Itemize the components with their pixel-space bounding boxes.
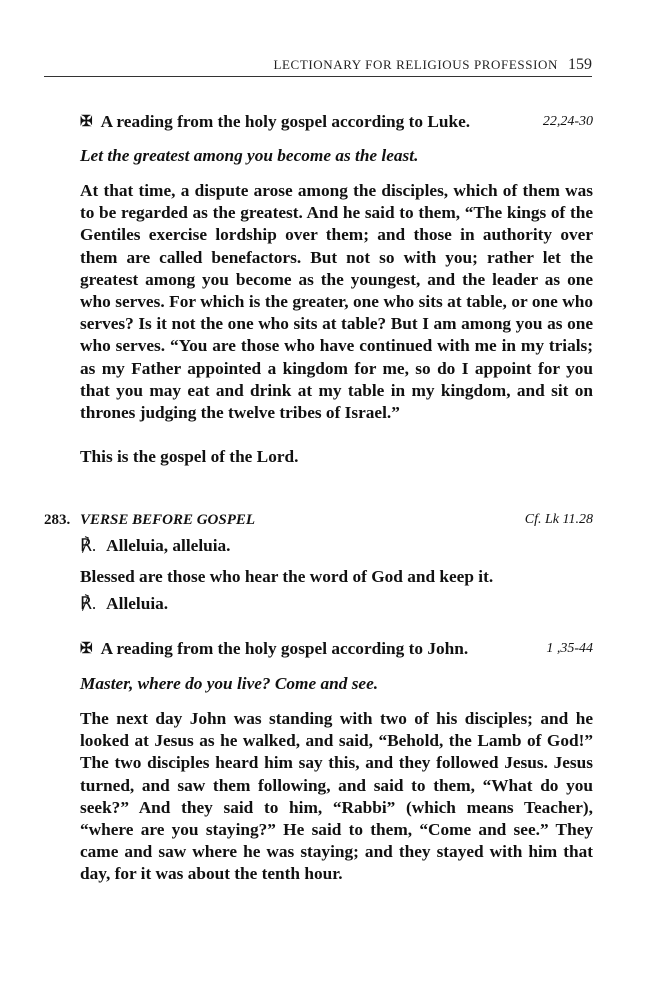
response-1-text: Alleluia, alleluia. bbox=[106, 536, 231, 555]
response-icon: ℟. bbox=[80, 594, 97, 613]
john-theme: Master, where do you live? Come and see. bbox=[80, 674, 379, 693]
luke-text: At that time, a dispute arose among the disciples, which of them was to be regarded as the greatest. And he said to them, “The kings of the Gentiles exercise lordship over them; and those in authority over them are called benefactors. But not so with you; rather let the greatest among you become as the youngest, and the leader as one who serves. For which is the greater, one who sits at table, or one who serves? Is it not the one who sits at table? But I am among you as one who serves. “You are those who have continued with me in my trials; as my Father appointed a kingdom for me, so do I appoint for you that you may eat and drink at my table in my kingdom, and sit on thrones judging the twelve tribes of Israel.” bbox=[80, 181, 593, 423]
john-heading bbox=[80, 638, 593, 660]
response-2-text: Alleluia. bbox=[106, 594, 169, 613]
luke-theme: Let the greatest among you become as the least. bbox=[80, 146, 419, 165]
running-title: LECTIONARY FOR RELIGIOUS PROFESSION bbox=[273, 57, 558, 72]
running-head bbox=[44, 56, 592, 74]
john-text: The next day John was standing with two of his disciples; and he looked at Jesus as he walked, and said, “Behold, the Lamb of God!” The two disciples heard him say this, and they followed Jesus. Jesus turned, and saw them following, and said to them, “What do you seek?” And they said to him, “Rabbi” (which means Teacher), “where are you staying?” He said to them, “Come and see.” They came and saw where he was staying; and they stayed with him that day, for it was about the tenth hour. bbox=[80, 709, 593, 884]
cross-icon: ✠ bbox=[80, 641, 93, 657]
verse-heading bbox=[80, 512, 593, 529]
section-number: 283. bbox=[44, 512, 71, 528]
verse-title: VERSE BEFORE GOSPEL bbox=[80, 512, 256, 528]
response-icon: ℟. bbox=[80, 536, 97, 555]
page-number: 159 bbox=[568, 56, 592, 73]
luke-closing: This is the gospel of the Lord. bbox=[80, 447, 299, 466]
verse-text: Blessed are those who hear the word of God and keep it. bbox=[80, 567, 494, 586]
header-rule bbox=[44, 76, 592, 77]
response-1 bbox=[80, 536, 593, 556]
luke-announcement: A reading from the holy gospel according to Luke. bbox=[100, 112, 471, 131]
luke-heading bbox=[80, 111, 593, 133]
response-2 bbox=[80, 594, 593, 614]
john-reference: 1 ,35-44 bbox=[546, 641, 593, 656]
verse-reference: Cf. Lk 11.28 bbox=[524, 512, 593, 527]
cross-icon: ✠ bbox=[80, 114, 93, 130]
john-announcement: A reading from the holy gospel according to John. bbox=[100, 639, 469, 658]
luke-reference: 22,24-30 bbox=[542, 114, 593, 129]
